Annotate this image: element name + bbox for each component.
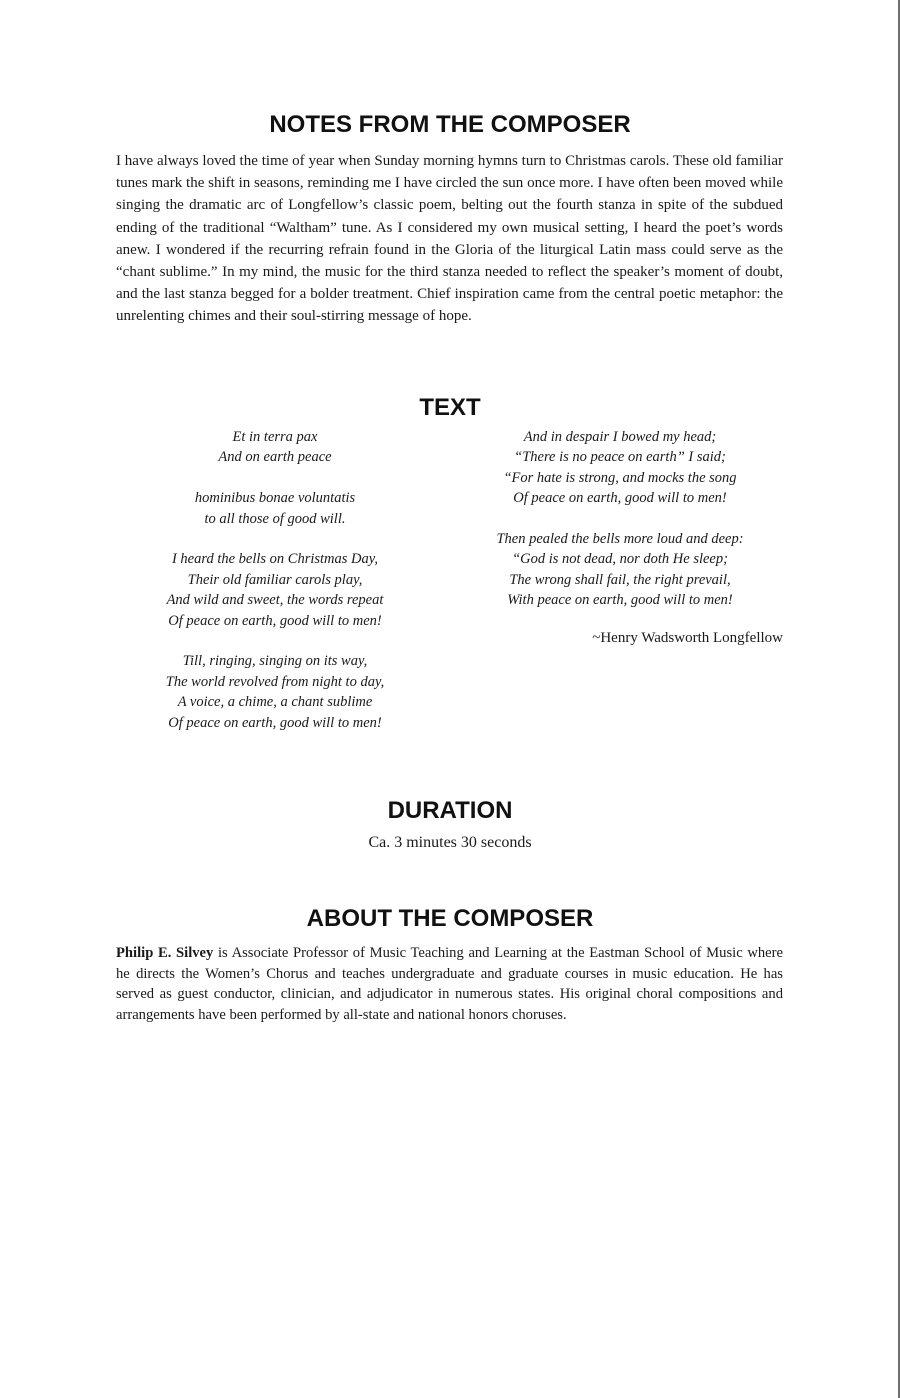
poem-line: Et in terra pax bbox=[232, 429, 318, 445]
poem-line: The world revolved from night to day, bbox=[165, 673, 385, 690]
poem-line: And in despair I bowed my head; bbox=[523, 429, 717, 445]
notes-paragraph: I have always loved the time of year when Sunday morning hymns turn to Christmas carols. These old familiar tunes mark the shift in seasons, reminding me I have circled the sun once more. I have often been moved while singing the dramatic arc of Longfellow’s classic poem, belting out the fourth stanza in spite of the subdued ending of the traditional “Waltham” tune. As I considered my own musical setting, I heard the poet’s words anew. I wondered if the recurring refrain found in the Gloria of the liturgical Latin mass could serve as the “chant sublime.” In my mind, the music for the third stanza needed to reflect the speaker’s moment of doubt, and the last stanza begged for a bolder treatment. Chief inspiration came from the central poetic metaphor: the unrelenting chimes and their soul-stirring message of hope. bbox=[116, 153, 783, 325]
poem-stanza bbox=[130, 549, 420, 631]
text-heading: TEXT bbox=[419, 394, 481, 421]
poem-stanza bbox=[470, 427, 770, 509]
poem-line: “For hate is strong, and mocks the song bbox=[503, 469, 737, 486]
poem-stanza bbox=[470, 529, 770, 611]
poem-line: And wild and sweet, the words repeat bbox=[166, 592, 384, 609]
poem-line: Of peace on earth, good will to men! bbox=[168, 612, 382, 629]
poem-line: I heard the bells on Christmas Day, bbox=[171, 551, 379, 568]
duration-heading: DURATION bbox=[387, 797, 513, 824]
poem-line: And on earth peace bbox=[218, 449, 332, 466]
poem-line: Of peace on earth, good will to men! bbox=[168, 714, 382, 731]
poem-line: The wrong shall fail, the right prevail, bbox=[509, 571, 731, 588]
poem-line: Till, ringing, singing on its way, bbox=[182, 653, 368, 670]
poem-line: “There is no peace on earth” I said; bbox=[514, 449, 726, 466]
composer-name: Philip E. Silvey bbox=[116, 945, 214, 961]
about-heading: ABOUT THE COMPOSER bbox=[306, 905, 594, 932]
poem-line: “God is not dead, nor doth He sleep; bbox=[512, 551, 728, 568]
poem-line: A voice, a chime, a chant sublime bbox=[177, 694, 373, 711]
poem-line: Their old familiar carols play, bbox=[187, 571, 363, 588]
poem-left-column bbox=[130, 427, 420, 753]
poem-line: hominibus bonae voluntatis bbox=[194, 490, 356, 507]
poem-stanza bbox=[130, 651, 420, 733]
poem-attribution: ~Henry Wadsworth Longfellow bbox=[592, 630, 783, 646]
poem-stanza bbox=[130, 488, 420, 529]
poem-line: With peace on earth, good will to men! bbox=[507, 592, 733, 609]
duration-value: Ca. 3 minutes 30 seconds bbox=[368, 834, 532, 851]
notes-heading: NOTES FROM THE COMPOSER bbox=[269, 111, 631, 138]
poem-stanza bbox=[130, 427, 420, 468]
composer-bio: is Associate Professor of Music Teaching and Learning at the Eastman School of Music where he directs the Women’s Chorus and teaches undergraduate and graduate courses in music education. He has served as guest conductor, clinician, and adjudicator in numerous states. His original choral compositions and arrangements have been performed by all-state and national honors choruses. bbox=[116, 945, 783, 1023]
about-paragraph bbox=[116, 943, 783, 1025]
poem-line: Of peace on earth, good will to men! bbox=[513, 490, 727, 507]
poem-line: to all those of good will. bbox=[204, 510, 346, 527]
poem-line: Then pealed the bells more loud and deep: bbox=[496, 531, 744, 548]
poem-right-column bbox=[470, 427, 770, 631]
